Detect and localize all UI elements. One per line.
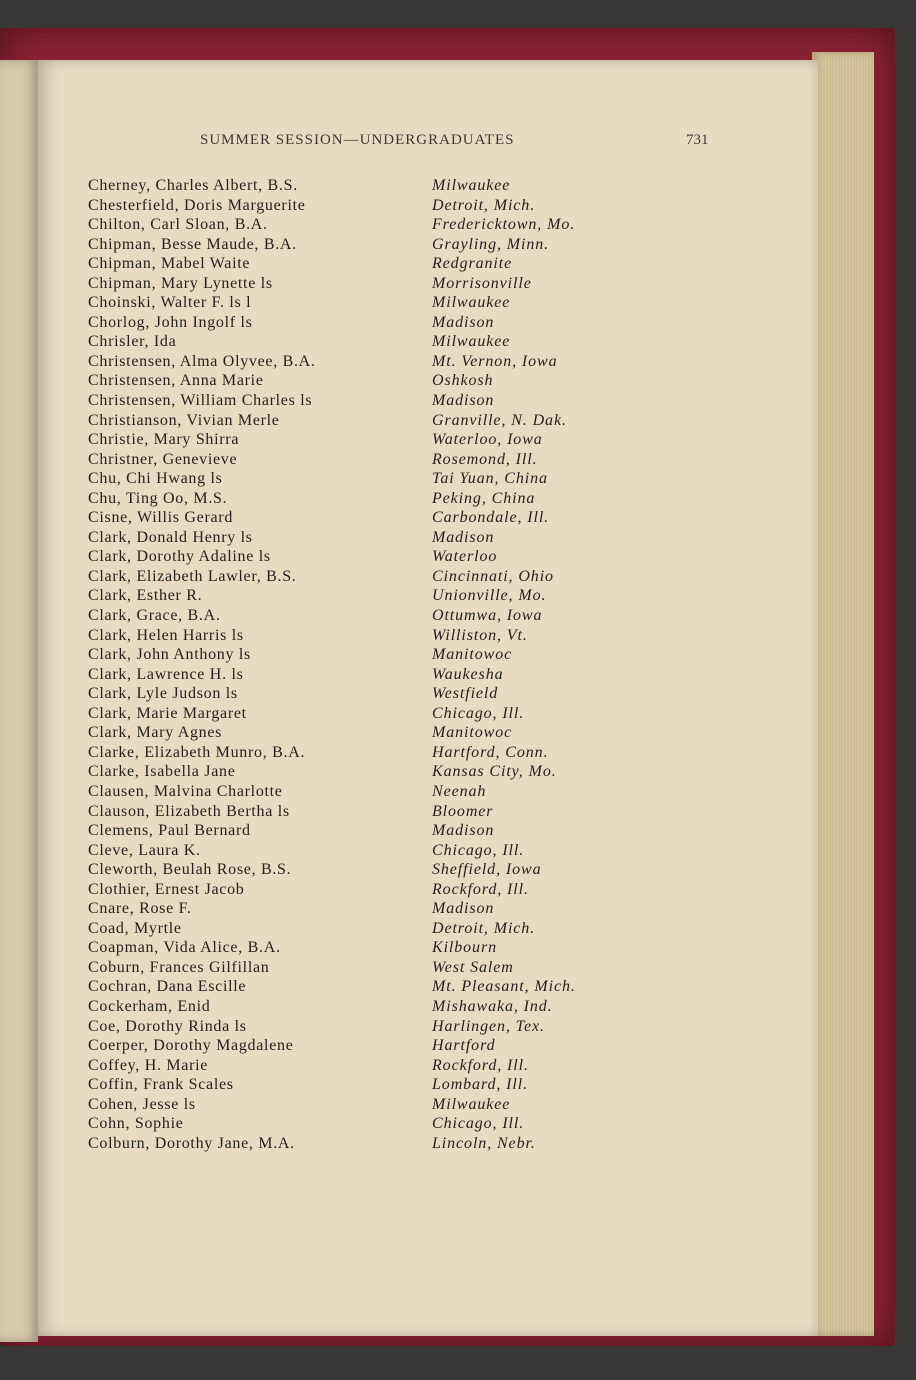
student-hometown: Chicago, Ill. <box>432 841 525 859</box>
student-name: Clauson, Elizabeth Bertha ls <box>88 802 290 820</box>
student-hometown: Madison <box>432 528 495 546</box>
student-hometown: Fredericktown, Mo. <box>432 216 576 234</box>
list-item <box>88 567 648 587</box>
student-name: Clark, Helen Harris ls <box>88 626 244 644</box>
student-name: Chipman, Mabel Waite <box>88 255 251 273</box>
student-hometown: Rosemond, Ill. <box>432 450 538 468</box>
list-item <box>88 743 648 763</box>
list-item <box>88 938 648 958</box>
list-item <box>88 235 648 255</box>
student-hometown: Milwaukee <box>432 1095 511 1113</box>
student-hometown: Kilbourn <box>432 939 497 957</box>
student-hometown: Hartford, Conn. <box>432 743 549 761</box>
student-hometown: Kansas City, Mo. <box>432 763 557 781</box>
student-hometown: Hartford <box>432 1037 496 1055</box>
student-hometown: Harlingen, Tex. <box>432 1017 545 1035</box>
student-name: Chu, Chi Hwang ls <box>88 470 223 488</box>
list-item <box>88 802 648 822</box>
student-hometown: Oshkosh <box>432 372 494 390</box>
student-hometown: Manitowoc <box>432 724 513 742</box>
student-hometown: Redgranite <box>432 255 513 273</box>
list-item <box>88 215 648 235</box>
list-item <box>88 997 648 1017</box>
list-item <box>88 528 648 548</box>
student-name: Christensen, Alma Olyvee, B.A. <box>88 352 316 370</box>
student-name: Cleworth, Beulah Rose, B.S. <box>88 861 292 879</box>
list-item <box>88 352 648 372</box>
student-name: Clark, John Anthony ls <box>88 646 251 664</box>
list-item <box>88 645 648 665</box>
student-name: Cnare, Rose F. <box>88 900 192 918</box>
student-name: Christensen, William Charles ls <box>88 392 313 410</box>
student-hometown: Tai Yuan, China <box>432 470 548 488</box>
student-name: Cisne, Willis Gerard <box>88 509 234 527</box>
student-hometown: Detroit, Mich. <box>432 919 536 937</box>
student-name: Christie, Mary Shirra <box>88 431 240 449</box>
student-name: Chilton, Carl Sloan, B.A. <box>88 216 268 234</box>
list-item <box>88 919 648 939</box>
student-hometown: Bloomer <box>432 802 494 820</box>
student-name: Coerper, Dorothy Magdalene <box>88 1037 294 1055</box>
student-hometown: Neenah <box>432 782 487 800</box>
list-item <box>88 176 648 196</box>
list-item <box>88 1036 648 1056</box>
student-hometown: Mishawaka, Ind. <box>432 997 553 1015</box>
list-item <box>88 782 648 802</box>
list-item <box>88 313 648 333</box>
student-name: Chesterfield, Doris Marguerite <box>88 196 306 214</box>
student-name: Clarke, Elizabeth Munro, B.A. <box>88 743 306 761</box>
list-item <box>88 1114 648 1134</box>
list-item <box>88 704 648 724</box>
list-item <box>88 626 648 646</box>
student-hometown: Madison <box>432 313 495 331</box>
list-item <box>88 489 648 509</box>
book-page <box>38 60 818 1336</box>
list-item <box>88 1056 648 1076</box>
student-name: Christensen, Anna Marie <box>88 372 264 390</box>
student-name: Coffin, Frank Scales <box>88 1076 234 1094</box>
list-item <box>88 880 648 900</box>
student-hometown: Mt. Vernon, Iowa <box>432 352 558 370</box>
list-item <box>88 665 648 685</box>
list-item <box>88 332 648 352</box>
student-hometown: Chicago, Ill. <box>432 704 525 722</box>
student-name: Clemens, Paul Bernard <box>88 822 251 840</box>
student-name: Clausen, Malvina Charlotte <box>88 782 283 800</box>
list-item <box>88 411 648 431</box>
student-hometown: Ottumwa, Iowa <box>432 607 543 625</box>
student-hometown: Milwaukee <box>432 177 511 194</box>
student-name: Clark, Lawrence H. ls <box>88 665 244 683</box>
list-item <box>88 723 648 743</box>
list-item <box>88 1075 648 1095</box>
student-hometown: West Salem <box>432 958 514 976</box>
list-item <box>88 196 648 216</box>
list-item <box>88 606 648 626</box>
student-hometown: Lombard, Ill. <box>432 1076 529 1094</box>
student-name: Chipman, Besse Maude, B.A. <box>88 235 297 253</box>
student-list <box>88 176 648 1153</box>
student-name: Chu, Ting Oo, M.S. <box>88 489 228 507</box>
page-block-edges <box>812 52 874 1336</box>
student-name: Cohen, Jesse ls <box>88 1095 196 1113</box>
facing-page-edge <box>0 60 38 1342</box>
student-name: Clark, Grace, B.A. <box>88 607 221 625</box>
student-name: Coad, Myrtle <box>88 919 182 937</box>
student-name: Coffey, H. Marie <box>88 1056 209 1074</box>
student-hometown: Waukesha <box>432 665 504 683</box>
list-item <box>88 1134 648 1154</box>
student-name: Clark, Mary Agnes <box>88 724 223 742</box>
student-hometown: Lincoln, Nebr. <box>432 1134 536 1152</box>
student-name: Clark, Esther R. <box>88 587 203 605</box>
list-item <box>88 1095 648 1115</box>
student-name: Colburn, Dorothy Jane, M.A. <box>88 1134 295 1152</box>
list-item <box>88 841 648 861</box>
list-item <box>88 469 648 489</box>
student-name: Cockerham, Enid <box>88 997 211 1015</box>
student-name: Clark, Marie Margaret <box>88 704 247 722</box>
student-name: Clarke, Isabella Jane <box>88 763 236 781</box>
student-hometown: Detroit, Mich. <box>432 196 536 214</box>
list-item <box>88 821 648 841</box>
list-item <box>88 860 648 880</box>
list-item <box>88 391 648 411</box>
list-item <box>88 958 648 978</box>
student-name: Coe, Dorothy Rinda ls <box>88 1017 247 1035</box>
list-item <box>88 371 648 391</box>
student-hometown: Westfield <box>432 685 499 703</box>
student-name: Clark, Elizabeth Lawler, B.S. <box>88 567 297 585</box>
list-item <box>88 254 648 274</box>
student-hometown: Rockford, Ill. <box>432 1056 529 1074</box>
list-item <box>88 1017 648 1037</box>
list-item <box>88 586 648 606</box>
list-item <box>88 684 648 704</box>
student-name: Clothier, Ernest Jacob <box>88 880 245 898</box>
student-hometown: Mt. Pleasant, Mich. <box>432 978 576 996</box>
student-name: Cleve, Laura K. <box>88 841 201 859</box>
student-name: Chipman, Mary Lynette ls <box>88 274 273 292</box>
student-hometown: Carbondale, Ill. <box>432 509 550 527</box>
student-hometown: Madison <box>432 822 495 840</box>
page-number: 731 <box>686 132 709 148</box>
student-hometown: Waterloo, Iowa <box>432 431 543 449</box>
student-name: Cochran, Dana Escille <box>88 978 247 996</box>
list-item <box>88 899 648 919</box>
student-hometown: Madison <box>432 392 495 410</box>
student-hometown: Williston, Vt. <box>432 626 528 644</box>
student-name: Choinski, Walter F. ls l <box>88 294 252 312</box>
student-hometown: Chicago, Ill. <box>432 1115 525 1133</box>
student-hometown: Cincinnati, Ohio <box>432 567 554 585</box>
student-hometown: Unionville, Mo. <box>432 587 547 605</box>
student-name: Chrisler, Ida <box>88 333 177 351</box>
student-name: Coapman, Vida Alice, B.A. <box>88 939 281 957</box>
student-name: Cherney, Charles Albert, B.S. <box>88 177 298 194</box>
student-name: Clark, Lyle Judson ls <box>88 685 238 703</box>
list-item <box>88 977 648 997</box>
student-hometown: Waterloo <box>432 548 498 566</box>
student-name: Clark, Donald Henry ls <box>88 528 253 546</box>
list-item <box>88 450 648 470</box>
student-hometown: Madison <box>432 900 495 918</box>
student-hometown: Milwaukee <box>432 333 511 351</box>
list-item <box>88 547 648 567</box>
student-hometown: Milwaukee <box>432 294 511 312</box>
student-name: Chorlog, John Ingolf ls <box>88 313 253 331</box>
student-hometown: Peking, China <box>432 489 536 507</box>
student-hometown: Grayling, Minn. <box>432 235 550 253</box>
student-name: Clark, Dorothy Adaline ls <box>88 548 271 566</box>
list-item <box>88 430 648 450</box>
student-hometown: Sheffield, Iowa <box>432 861 542 879</box>
student-name: Cohn, Sophie <box>88 1115 184 1133</box>
student-name: Coburn, Frances Gilfillan <box>88 958 270 976</box>
running-head: SUMMER SESSION—UNDERGRADUATES <box>200 132 515 148</box>
student-hometown: Morrisonville <box>432 274 532 292</box>
student-hometown: Manitowoc <box>432 646 513 664</box>
list-item <box>88 274 648 294</box>
student-hometown: Granville, N. Dak. <box>432 411 567 429</box>
list-item <box>88 762 648 782</box>
list-item <box>88 293 648 313</box>
student-name: Christner, Genevieve <box>88 450 238 468</box>
list-item <box>88 508 648 528</box>
student-hometown: Rockford, Ill. <box>432 880 529 898</box>
student-name: Christianson, Vivian Merle <box>88 411 280 429</box>
